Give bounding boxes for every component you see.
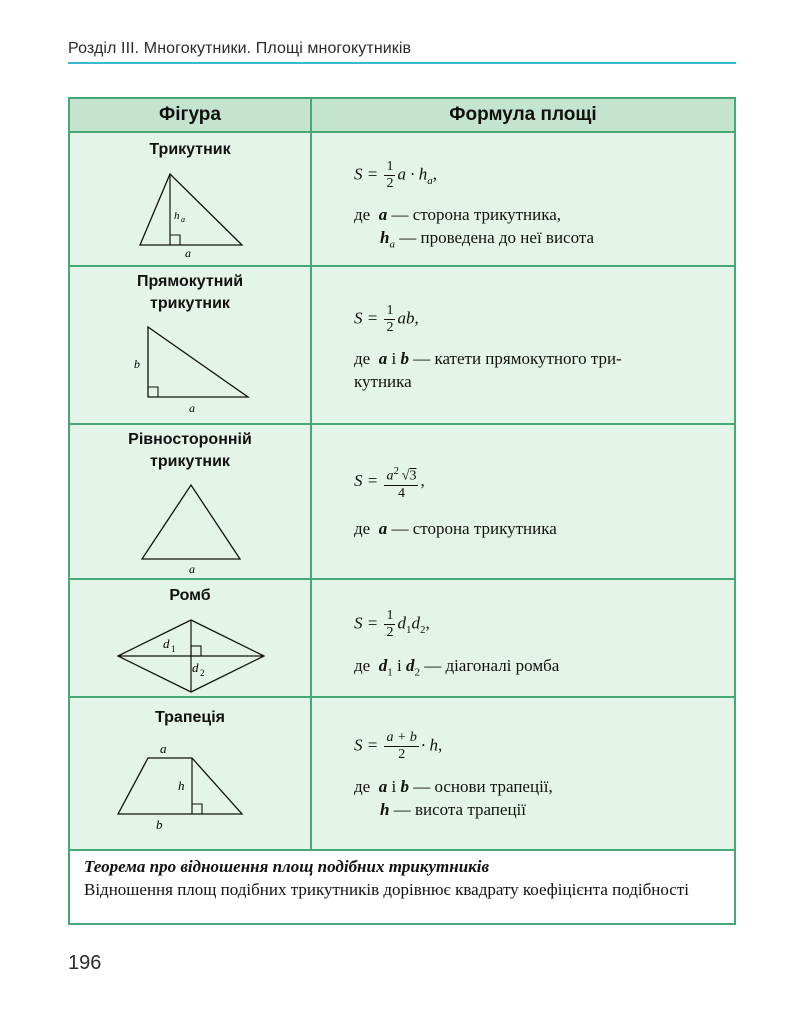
sub-1: 1 — [405, 623, 412, 636]
explanation-line-1 — [354, 777, 553, 797]
trapezoid-diagram — [70, 698, 310, 849]
right-triangle-diagram — [70, 267, 310, 423]
word-de: де — [354, 349, 371, 368]
equilateral-triangle-diagram — [70, 425, 310, 578]
formula-tail: , — [432, 164, 437, 184]
figure-title-line-2: трикутник — [150, 453, 230, 470]
sub-2: 2 — [419, 623, 426, 636]
theorem-box — [70, 851, 734, 923]
label-h: h — [174, 210, 180, 222]
formula-lhs: S = — [354, 164, 379, 184]
triangle-diagram — [70, 133, 310, 265]
word-de: де — [354, 777, 371, 796]
word-de: де — [354, 656, 371, 675]
fraction — [384, 159, 395, 192]
figure-cell — [70, 267, 312, 423]
var-a: a — [378, 205, 388, 224]
frac-num: 1 — [386, 159, 394, 174]
formula-tail: , — [425, 613, 430, 633]
num-base: a — [386, 468, 394, 484]
formula — [354, 159, 437, 192]
var-a: a — [378, 349, 388, 368]
explanation-text: — проведена до неї висота — [399, 228, 595, 247]
word-de: де — [354, 519, 371, 538]
table-row-triangle — [70, 133, 734, 267]
var-a: a — [378, 777, 388, 796]
figure-title-line-2: трикутник — [150, 295, 230, 312]
figure-cell — [70, 698, 312, 849]
var-h-sub: a — [389, 238, 395, 251]
formula-cell — [312, 580, 734, 696]
right-triangle-shape — [148, 327, 248, 397]
formula-lhs: S = — [354, 471, 379, 491]
word-i: і — [391, 349, 397, 368]
frac-den: 2 — [386, 176, 394, 191]
formula — [354, 730, 442, 763]
header-rule — [68, 62, 736, 64]
explanation-text: — основи трапеції, — [413, 777, 553, 796]
right-angle-mark — [148, 387, 158, 397]
formula-lhs: S = — [354, 735, 379, 755]
formula — [354, 463, 425, 502]
var-d1: d — [378, 656, 388, 675]
sub-2: 2 — [414, 666, 420, 679]
frac-num: 1 — [386, 608, 394, 623]
formula-cell — [312, 133, 734, 265]
label-a: a — [189, 401, 195, 415]
var-b: b — [400, 349, 409, 368]
explanation-line-2: кутника — [354, 372, 412, 391]
rhombus-diagram — [70, 580, 310, 696]
fraction — [384, 608, 395, 641]
formula — [354, 608, 430, 641]
theorem-title: Теорема про відношення площ подібних трикутників — [84, 857, 490, 876]
formula-table — [68, 97, 736, 925]
formula-cell — [312, 425, 734, 578]
figure-title-line-1: Рівносторонній — [128, 431, 252, 448]
explanation-line-1 — [354, 349, 622, 369]
label-b: b — [156, 817, 163, 832]
right-angle-mark — [170, 235, 180, 245]
formula-tail: , — [420, 471, 425, 491]
var-b: b — [400, 777, 409, 796]
frac-den: 2 — [398, 747, 406, 762]
frac-den: 2 — [386, 625, 394, 640]
table-row-trapezoid — [70, 698, 734, 851]
label-h: h — [178, 778, 185, 793]
explanation-text: — сторона трикутника, — [391, 205, 562, 224]
formula-rest: · h — [420, 735, 438, 755]
figure-cell — [70, 133, 312, 265]
label-h-sub: a — [181, 215, 185, 224]
formula-lhs: S = — [354, 613, 379, 633]
formula-cell — [312, 267, 734, 423]
explanation-text: — сторона трикутника — [391, 519, 557, 538]
num-exp: 2 — [393, 465, 399, 477]
explanation-line-1 — [354, 519, 557, 539]
formula-tail: , — [437, 735, 443, 755]
var-a: a — [378, 519, 388, 538]
explanation-line-1 — [354, 656, 559, 678]
explanation-line-2 — [380, 228, 594, 250]
column-header-formula: Формула площі — [312, 99, 734, 133]
frac-den: 4 — [397, 485, 405, 501]
word-i: і — [396, 656, 402, 675]
explanation-text: — діагоналі ромба — [424, 656, 560, 675]
label-a: a — [160, 741, 167, 756]
label-a: a — [185, 246, 191, 260]
formula-rest: ab — [397, 308, 415, 328]
explanation-line-2 — [380, 800, 526, 820]
num-root: 3 — [409, 468, 417, 484]
label-d1-sub: 1 — [171, 644, 176, 654]
var-d: d — [397, 613, 406, 633]
label-b: b — [134, 357, 140, 371]
frac-num: 1 — [386, 303, 394, 318]
figure-title: Трапеція — [154, 709, 225, 726]
label-a: a — [189, 562, 195, 576]
right-angle-mark — [192, 804, 202, 814]
sub-1: 1 — [387, 666, 393, 679]
page-number: 196 — [68, 952, 102, 974]
figure-title-line-1: Прямокутний — [136, 273, 244, 290]
explanation-line-1 — [354, 205, 561, 225]
figure-title: Ромб — [169, 587, 211, 604]
formula-sub: a — [427, 174, 433, 187]
column-header-figure: Фігура — [70, 99, 312, 133]
fraction — [384, 463, 418, 502]
triangle-shape — [140, 174, 242, 245]
formula-rest: a · h — [397, 164, 428, 184]
theorem-body: Відношення площ подібних трикутників дорівнює квадрату коефіцієнта подібності — [84, 880, 689, 899]
fraction — [384, 730, 418, 763]
sqrt-symbol: √ — [401, 468, 410, 484]
var-h: h — [380, 228, 390, 247]
var-d2: d — [405, 656, 415, 675]
figure-cell — [70, 580, 312, 696]
figure-cell — [70, 425, 312, 578]
frac-num: a + b — [386, 730, 417, 745]
var-d: d — [411, 613, 420, 633]
label-d1: d — [163, 636, 170, 651]
word-i: і — [391, 777, 397, 796]
explanation-text: — катети прямокутного три- — [413, 349, 622, 368]
right-angle-mark — [191, 646, 201, 656]
formula-lhs: S = — [354, 308, 379, 328]
label-d2: d — [192, 660, 199, 675]
figure-title: Трикутник — [149, 141, 231, 158]
equilateral-triangle-shape — [142, 485, 240, 559]
word-de: де — [354, 205, 371, 224]
explanation-text: — висота трапеції — [393, 800, 526, 819]
formula — [354, 303, 419, 336]
label-d2-sub: 2 — [200, 668, 205, 678]
formula-cell — [312, 698, 734, 849]
table-row-right-triangle — [70, 267, 734, 425]
frac-num — [384, 463, 418, 486]
var-h: h — [380, 800, 390, 819]
formula-tail: , — [414, 308, 419, 328]
table-row-rhombus — [70, 580, 734, 698]
frac-den: 2 — [386, 320, 394, 335]
running-head: Розділ ІІІ. Многокутники. Площі многокутників — [68, 40, 412, 57]
table-row-equilateral-triangle — [70, 425, 734, 580]
fraction — [384, 303, 395, 336]
